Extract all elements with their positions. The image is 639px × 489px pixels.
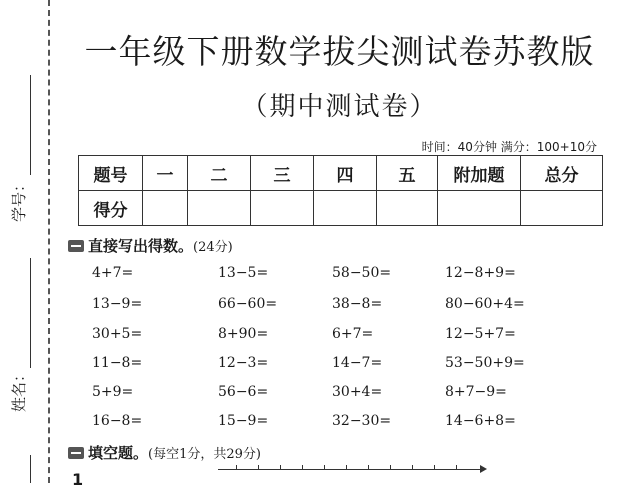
score-cell[interactable]	[314, 191, 377, 226]
arithmetic-problem: 80−60+4=	[445, 296, 525, 312]
score-cell[interactable]	[143, 191, 188, 226]
number-line-tick	[236, 465, 237, 470]
arithmetic-problem: 8+90=	[218, 326, 269, 342]
score-row-label: 得分	[79, 191, 143, 226]
arithmetic-problem: 16−8=	[92, 413, 143, 429]
student-no-label: 学号：	[10, 176, 28, 222]
number-line-tick	[302, 465, 303, 470]
arithmetic-problem: 12−5+7=	[445, 326, 516, 342]
score-table	[78, 155, 603, 226]
arithmetic-problem: 38−8=	[332, 296, 383, 312]
arithmetic-problem: 30+5=	[92, 326, 143, 342]
page-title: 一年级下册数学拔尖测试卷苏教版	[84, 32, 595, 71]
arithmetic-problem: 13−5=	[218, 265, 269, 281]
score-header-cell: 二	[188, 156, 251, 191]
number-line-arrow-icon	[480, 465, 487, 473]
arithmetic-problem: 14−7=	[332, 355, 383, 371]
score-header-cell: 五	[377, 156, 438, 191]
score-table-score-row	[79, 191, 603, 226]
name-label: 姓名：	[10, 366, 28, 412]
section-one-marker-icon	[68, 240, 84, 252]
arithmetic-problem: 15−9=	[218, 413, 269, 429]
arithmetic-problem: 11−8=	[92, 355, 143, 371]
score-cell[interactable]	[521, 191, 603, 226]
class-line	[30, 455, 31, 483]
section-two-title: 填空题。	[88, 444, 149, 462]
number-line-tick	[280, 465, 281, 470]
score-header-cell: 三	[251, 156, 314, 191]
score-header-cell: 题号	[79, 156, 143, 191]
section-one-heading	[68, 235, 233, 256]
section-two-points: (每空1分，共29分)	[148, 447, 261, 462]
exam-time-score: 时间：40分钟 满分：100+10分	[421, 140, 597, 154]
section-two-heading	[68, 442, 261, 463]
arithmetic-problem: 13−9=	[92, 296, 143, 312]
number-line-tick	[324, 465, 325, 470]
arithmetic-problem: 4+7=	[92, 265, 134, 281]
name-line	[30, 258, 31, 368]
arithmetic-problem: 66−60=	[218, 296, 278, 312]
arithmetic-problem: 30+4=	[332, 384, 383, 400]
arithmetic-problem: 56−6=	[218, 384, 269, 400]
arithmetic-problem: 12−3=	[218, 355, 269, 371]
section-two-marker-icon	[68, 447, 84, 459]
number-line-tick	[346, 465, 347, 470]
number-line-tick	[258, 465, 259, 470]
arithmetic-problem: 12−8+9=	[445, 265, 516, 281]
number-line-tick	[390, 465, 391, 470]
score-cell[interactable]	[188, 191, 251, 226]
number-line-tick	[368, 465, 369, 470]
section-one-points: (24分)	[193, 240, 233, 255]
question-number: 1	[72, 470, 84, 489]
arithmetic-problem: 5+9=	[92, 384, 134, 400]
score-header-cell: 附加题	[438, 156, 521, 191]
arithmetic-problem: 58−50=	[332, 265, 392, 281]
arithmetic-problem: 6+7=	[332, 326, 374, 342]
score-cell[interactable]	[438, 191, 521, 226]
number-line-tick	[434, 465, 435, 470]
score-header-cell: 四	[314, 156, 377, 191]
arithmetic-problem: 8+7−9=	[445, 384, 507, 400]
arithmetic-problem: 53−50+9=	[445, 355, 525, 371]
section-one-title: 直接写出得数。	[88, 237, 194, 255]
number-line-tick	[412, 465, 413, 470]
score-table-header-row	[79, 156, 603, 191]
score-header-cell: 总分	[521, 156, 603, 191]
arithmetic-problem: 14−6+8=	[445, 413, 516, 429]
score-cell[interactable]	[251, 191, 314, 226]
number-line-tick	[456, 465, 457, 470]
score-cell[interactable]	[377, 191, 438, 226]
page-subtitle: （期中测试卷）	[241, 92, 438, 122]
arithmetic-problem: 32−30=	[332, 413, 392, 429]
score-header-cell: 一	[143, 156, 188, 191]
